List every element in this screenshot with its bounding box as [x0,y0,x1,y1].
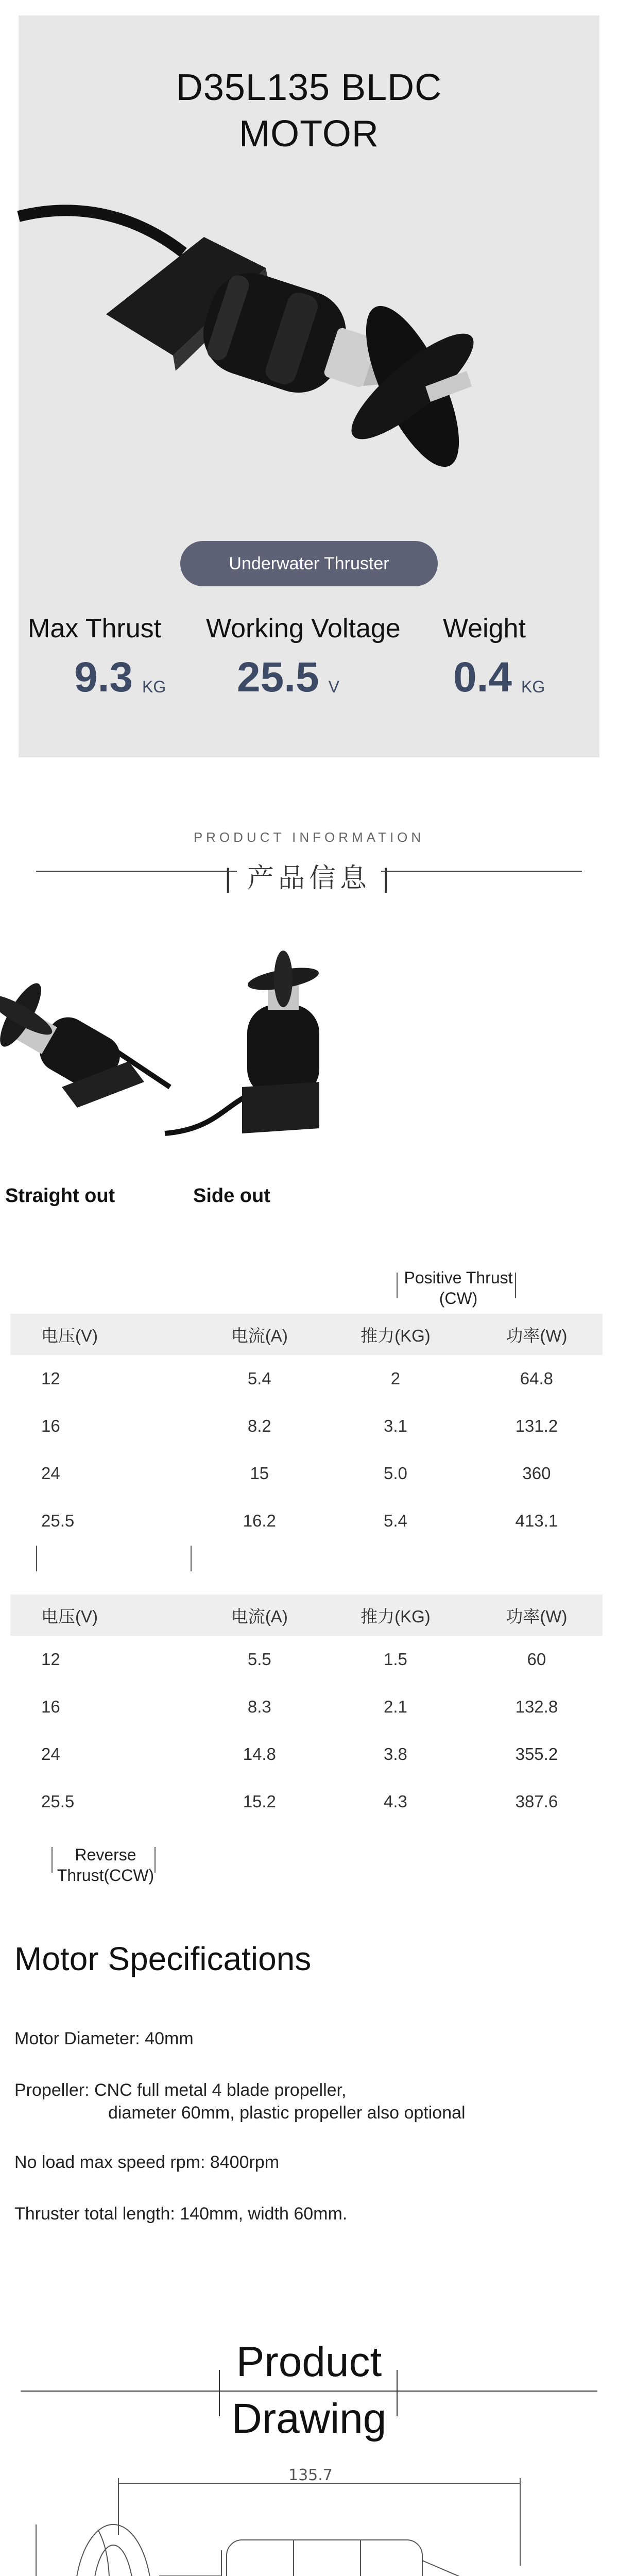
title-line-2: MOTOR [239,113,379,155]
cell: 16 [41,1416,60,1435]
table-row [10,1355,603,1402]
table-row [10,1450,603,1497]
spec-working-voltage [206,613,401,702]
cell: 5.5 [247,1650,271,1669]
heading-en: PRODUCT INFORMATION [193,829,425,845]
spec-value: 25.5 [237,654,319,701]
header-power: 功率(W) [471,1595,603,1636]
straight-out-image [0,969,170,1139]
category-badge: Underwater Thruster [180,541,438,586]
cell: 1.5 [384,1650,407,1669]
table-row [10,1402,603,1450]
spec-unit: KG [521,677,545,696]
motor-specs-title: Motor Specifications [14,1940,312,1977]
drawing-title [0,2334,618,2447]
divider-bar [36,1546,37,1571]
spec-value: 0.4 [453,654,512,701]
cell: 15 [250,1464,269,1483]
cell: 64.8 [520,1369,554,1388]
cell: 3.8 [384,1744,407,1764]
title-bar-right [515,1273,516,1298]
label-straight-out: Straight out [5,1185,115,1207]
header-current: 电流(A) [199,1595,321,1636]
spec-diameter: Motor Diameter: 40mm [14,2029,194,2048]
dim-total-length: 135.7 [288,2466,333,2484]
cell: 14.8 [243,1744,276,1764]
cell: 132.8 [515,1697,558,1716]
table-row [10,1636,603,1683]
cell: 413.1 [515,1511,558,1530]
spec-label: Working Voltage [206,614,401,643]
reverse-thrust-table [10,1595,603,1825]
spec-unit: V [328,677,339,696]
forward-thrust-table [10,1314,603,1545]
cell: 2.1 [384,1697,407,1716]
cell: 12 [41,1650,60,1669]
cell: 360 [522,1464,551,1483]
cell: 4.3 [384,1792,407,1811]
cell: 12 [41,1369,60,1388]
title-bar-left [397,1273,398,1298]
header-voltage: 电压(V) [10,1314,199,1355]
cell: 15.2 [243,1792,276,1811]
cell: 5.0 [384,1464,407,1483]
cell: 16.2 [243,1511,276,1530]
heading-cn: | 产品信息 | [225,863,393,893]
spec-length: Thruster total length: 140mm, width 60mm. [14,2204,348,2224]
forward-table-title: Positive Thrust (CW) [404,1268,513,1308]
table-row [10,1731,603,1778]
header-voltage: 电压(V) [10,1595,199,1636]
title-bar-left [52,1847,53,1873]
cell: 24 [41,1464,60,1483]
spec-label: Max Thrust [28,614,162,643]
cell: 8.2 [247,1416,271,1435]
cell: 8.3 [247,1697,271,1716]
reverse-table-title: Reverse Thrust(CCW) [57,1845,154,1885]
cell: 5.4 [247,1369,271,1388]
hero-section [0,0,618,773]
header-power: 功率(W) [471,1314,603,1355]
cell: 387.6 [515,1792,558,1811]
label-side-out: Side out [193,1185,270,1207]
header-current: 电流(A) [199,1314,321,1355]
drawing-title-line-1: Product [236,2338,382,2385]
table-header-row [10,1595,603,1636]
header-thrust: 推力(KG) [320,1314,471,1355]
cell: 131.2 [515,1416,558,1435]
thruster-hero-image [19,170,599,531]
table-row [10,1497,603,1545]
cell: 5.4 [384,1511,407,1530]
spec-max-thrust [28,613,166,702]
heading-cn-text: 产品信息 [247,863,371,893]
spec-rpm: No load max speed rpm: 8400rpm [14,2153,280,2172]
table-row [10,1778,603,1825]
drawing-title-line-2: Drawing [231,2395,387,2442]
spec-propeller-cont: diameter 60mm, plastic propeller also optional [108,2103,466,2123]
cell: 60 [527,1650,546,1669]
spec-value: 9.3 [74,654,133,701]
side-out-image [165,958,474,1164]
title-bar-right [154,1847,156,1873]
cell: 25.5 [41,1511,75,1530]
title-line-1: D35L135 BLDC [176,67,442,108]
spec-unit: KG [142,677,166,696]
cell: 2 [390,1369,401,1388]
cell: 355.2 [515,1744,558,1764]
cell: 25.5 [41,1792,75,1811]
table-row [10,1683,603,1731]
header-thrust: 推力(KG) [320,1595,471,1636]
spec-label: Weight [443,614,526,643]
spec-weight [443,613,545,702]
spec-propeller: Propeller: CNC full metal 4 blade propeller, [14,2080,347,2100]
side-view-drawing [21,2466,597,2576]
cell: 16 [41,1697,60,1716]
divider-bar [191,1546,192,1571]
cell: 3.1 [384,1416,407,1435]
product-info-heading [0,829,618,893]
product-title [19,64,599,157]
table-header-row [10,1314,603,1355]
cell: 24 [41,1744,60,1764]
